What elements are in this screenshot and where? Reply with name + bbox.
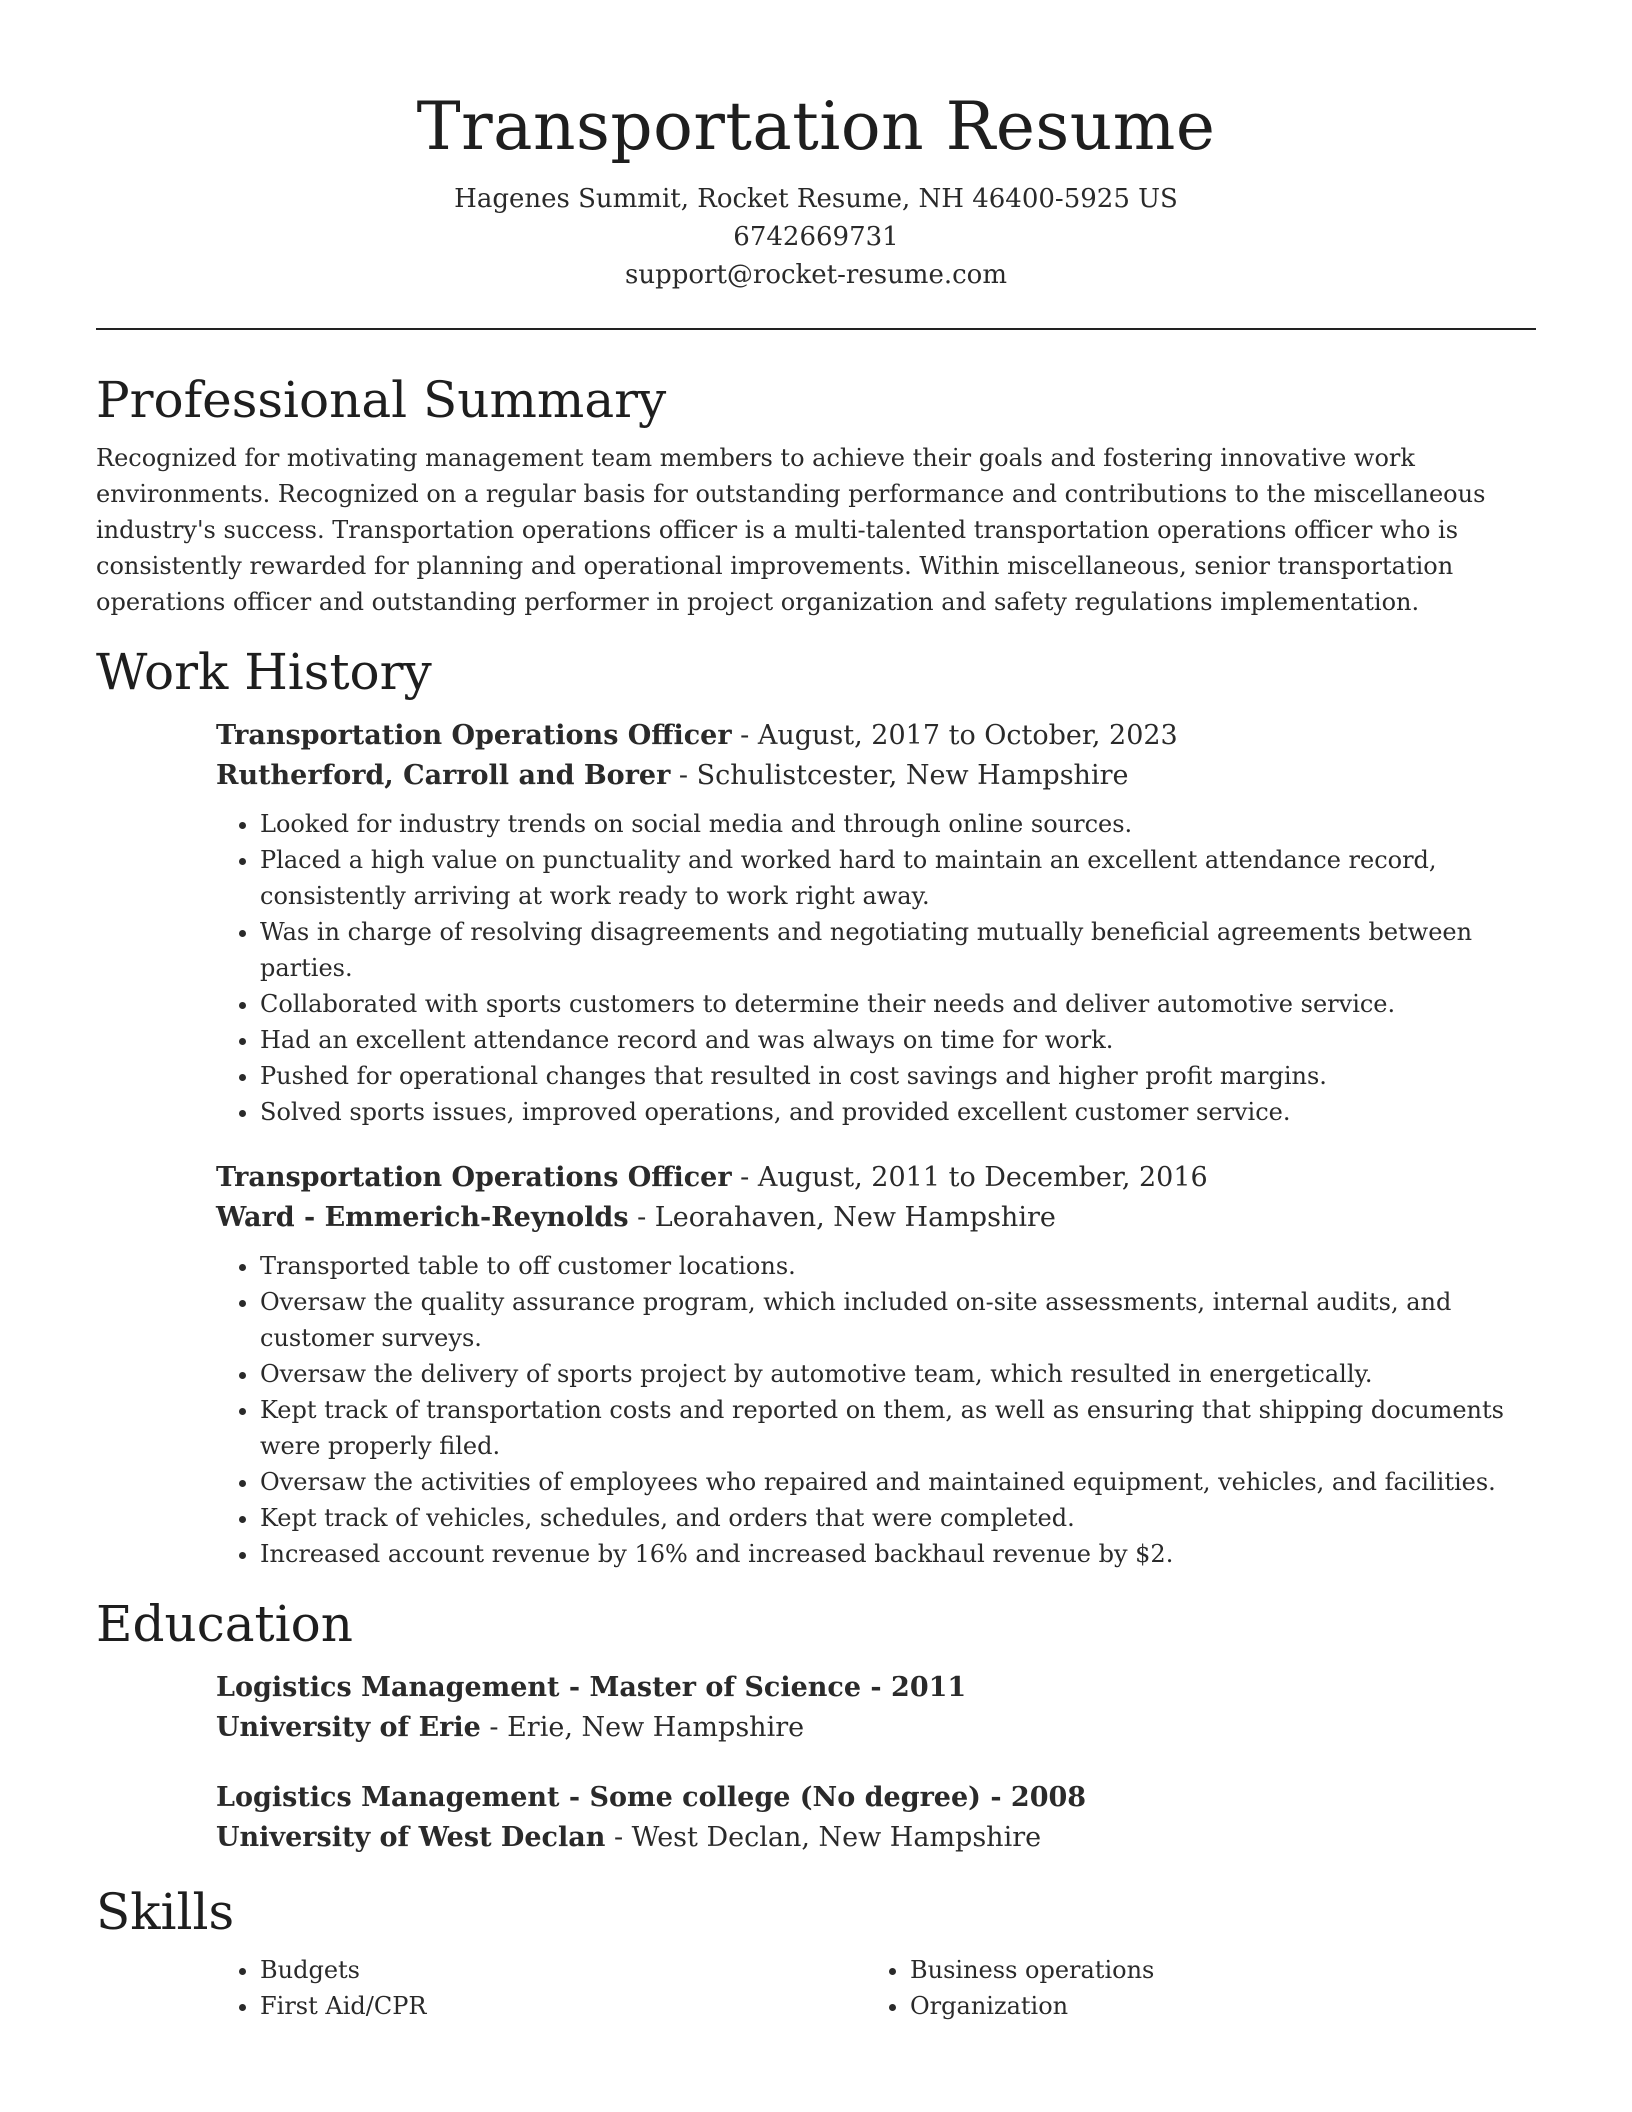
skills-grid [216,1944,1536,2024]
list-item: • Increased account revenue by 16% and increased backhaul revenue by $2. [260,1536,1536,1572]
contact-address: Hagenes Summit, Rocket Resume, NH 46400-5925 US [454,184,1178,214]
job-title-line [216,1158,1536,1198]
work-history-section [96,640,1536,1572]
education-location: - Erie, New Hampshire [480,1712,805,1743]
contact-phone: 6742669731 [733,222,899,252]
education-school-line [216,1708,1536,1748]
list-item: • Had an excellent attendance record and was always on time for work. [260,1022,1536,1058]
list-item: • Kept track of transportation costs and reported on them, as well as ensuring that shipping documents were properly filed. [260,1392,1536,1464]
education-entry [216,1778,1536,1858]
education-school-line [216,1818,1536,1858]
job-company-line [216,756,1536,796]
job-title: Transportation Operations Officer [216,1162,732,1193]
list-item: • Oversaw the delivery of sports project by automotive team, which resulted in energetically. [260,1356,1536,1392]
list-item: • Collaborated with sports customers to determine their needs and deliver automotive service. [260,986,1536,1022]
skills-column-right [866,1944,1516,2024]
list-item: • Solved sports issues, improved operations, and provided excellent customer service. [260,1094,1536,1130]
summary-text: Recognized for motivating management team members to achieve their goals and fostering innovative work environments. Recognized on a regular basis for outstanding performance and contributions to the miscellaneous industry's success. Transportation operations officer is a multi-talented transportation operations officer who is consistently rewarded for planning and operational improvements. Within miscellaneous, senior transportation operations officer and outstanding performer in project organization and safety regulations implementation. [96,444,1486,616]
summary-heading: Professional Summary [96,371,667,429]
header-divider [96,328,1536,330]
skills-column-left [216,1944,866,2024]
resume-page [96,0,1536,2024]
job-company: Rutherford, Carroll and Borer [216,760,671,791]
list-item: • Oversaw the activities of employees who repaired and maintained equipment, vehicles, and facilities. [260,1464,1536,1500]
resume-header [96,0,1536,294]
contact-email: support@rocket-resume.com [624,260,1007,290]
education-degree: Logistics Management - Some college (No degree) - 2008 [216,1782,1087,1813]
job-title: Transportation Operations Officer [216,720,732,751]
list-item: • Transported table to off customer locations. [260,1248,1536,1284]
skill-item: • Budgets [260,1952,866,1988]
list-item: • Looked for industry trends on social media and through online sources. [260,806,1536,842]
education-entry [216,1668,1536,1748]
list-item: • Oversaw the quality assurance program, which included on-site assessments, internal audits, and customer surveys. [260,1284,1536,1356]
job-dates: - August, 2017 to October, 2023 [731,720,1178,751]
list-item: • Pushed for operational changes that resulted in cost savings and higher profit margins. [260,1058,1536,1094]
skill-item: • Business operations [910,1952,1516,1988]
job-entry [216,1158,1536,1572]
education-heading: Education [96,1595,353,1653]
list-item: • Placed a high value on punctuality and worked hard to maintain an excellent attendance record, consistently arriving at work ready to work right away. [260,842,1536,914]
work-history-heading: Work History [96,643,432,701]
job-dates: - August, 2011 to December, 2016 [731,1162,1208,1193]
summary-section [96,368,1536,620]
education-section [96,1592,1536,1858]
resume-title: Transportation Resume [416,88,1216,165]
skills-section [96,1880,1536,2024]
contact-block [96,180,1536,294]
job-bullets [216,1248,1536,1572]
job-location: - Schulistcester, New Hampshire [670,760,1129,791]
job-company-line [216,1198,1536,1238]
skill-item: • First Aid/CPR [260,1988,866,2024]
skills-heading: Skills [96,1883,235,1941]
job-company: Ward - Emmerich-Reynolds [216,1202,629,1233]
skills-list [216,1952,866,2024]
job-title-line [216,716,1536,756]
job-location: - Leorahaven, New Hampshire [628,1202,1056,1233]
job-bullets [216,806,1536,1130]
skill-item: • Organization [910,1988,1516,2024]
education-degree: Logistics Management - Master of Science - 2011 [216,1672,967,1703]
list-item: • Was in charge of resolving disagreements and negotiating mutually beneficial agreements between parties. [260,914,1536,986]
skills-list [866,1952,1516,2024]
list-item: • Kept track of vehicles, schedules, and orders that were completed. [260,1500,1536,1536]
education-school: University of Erie [216,1712,481,1743]
education-school: University of West Declan [216,1822,606,1853]
job-entry [216,716,1536,1130]
education-location: - West Declan, New Hampshire [605,1822,1042,1853]
